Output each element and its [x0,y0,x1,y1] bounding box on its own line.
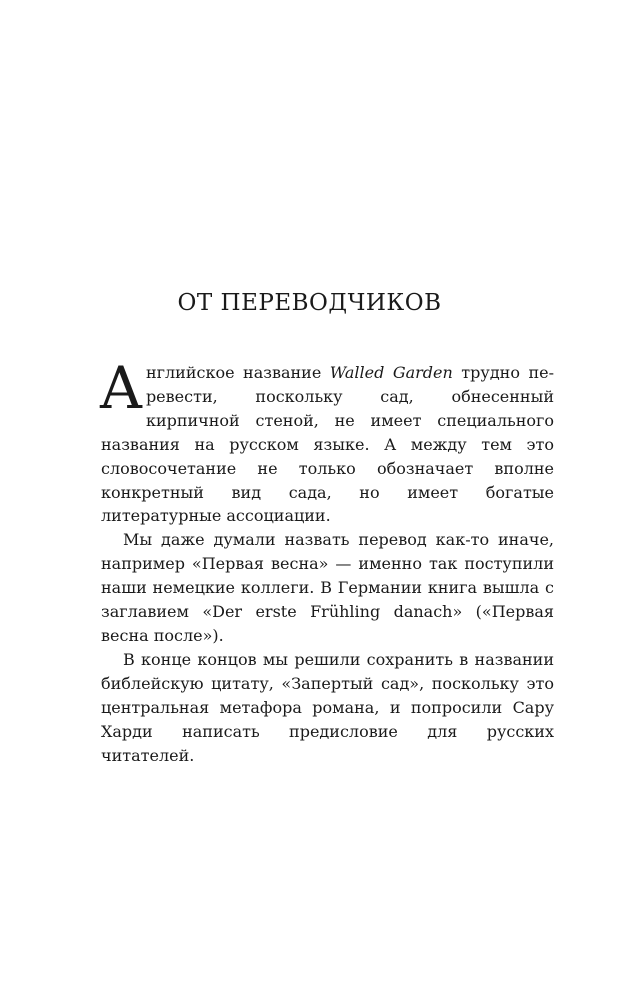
chapter-heading: ОТ ПЕРЕВОДЧИКОВ [177,290,442,316]
paragraph-1-rest: трудно пе-ревести, поскольку сад, обнесенный кирпичной стеной, не имеет специального названия на русском языке. А между тем это словосочетание не только обозначает вполне конкретный вид сада, но имеет богатые литературные ассоциации. [101,363,554,526]
paragraph-2: Мы даже думали назвать перевод как-то иначе, например «Первая весна» — именно так поступили наши немецкие коллеги. В Германии книга вышла с заглавием «Der erste Frühling danach» («Первая весна после»). [101,530,554,645]
paragraph-1-start: нглийское название [145,363,330,382]
paragraph-3: В конце концов мы решили сохранить в названии библейскую цитату, «Запертый сад», поскольку это центральная метафора романа, и попросили Сару Харди написать предисловие для русских читателей. [101,649,554,765]
italic-title: Walled Garden [329,363,453,382]
drop-cap: А [99,354,143,422]
body-text [99,354,554,767]
paragraph-1 [99,354,554,528]
